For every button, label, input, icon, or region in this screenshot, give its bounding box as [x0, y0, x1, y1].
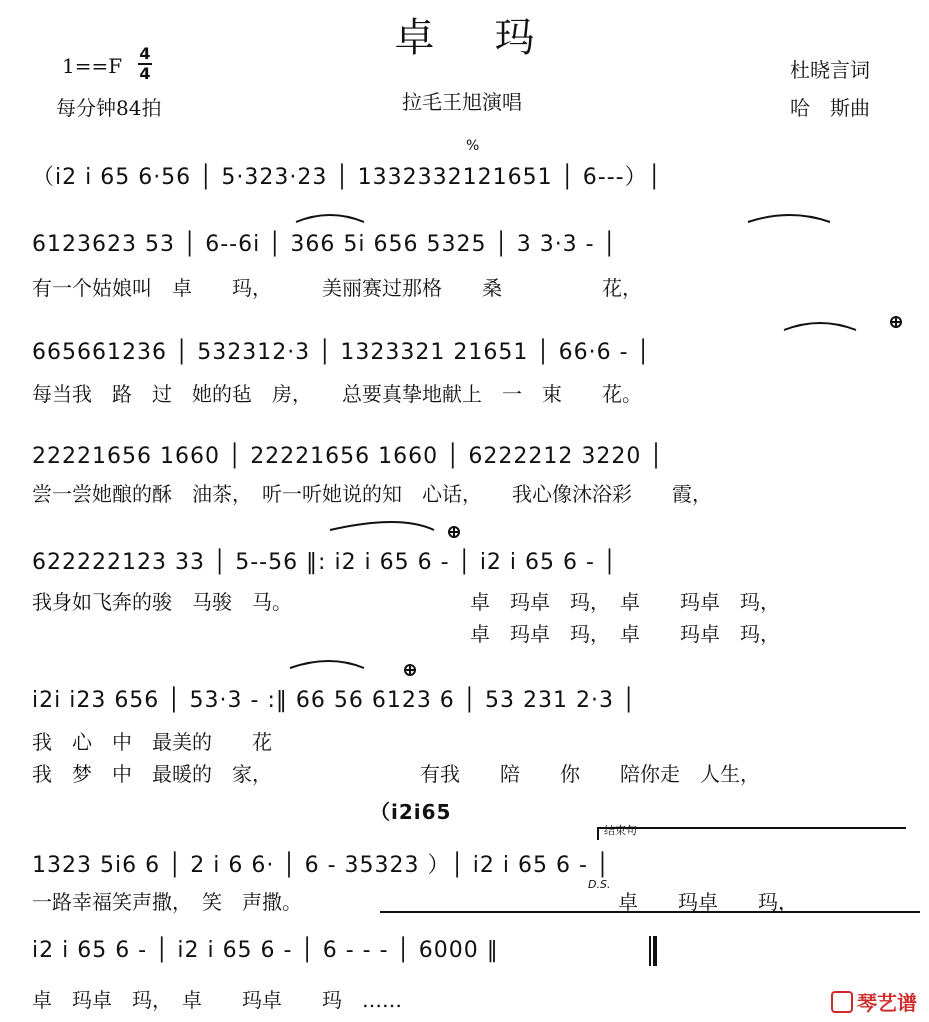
svg-text:%: %: [466, 138, 480, 154]
tempo-marking: 每分钟84拍: [56, 96, 162, 120]
notation-line: 1323 5i6 6 │ 2 i 6 6· │ 6 - 35323 ）│ i2 i 65 6 - │: [32, 853, 611, 878]
watermark-text: 琴艺谱: [857, 991, 917, 1015]
dal-segno-label: D.S.: [588, 878, 611, 891]
performer-credit: 拉毛王旭演唱: [402, 90, 522, 114]
logo-icon: [831, 991, 853, 1013]
lyric-line-verse-1: 我身如飞奔的骏 马骏 马。: [32, 590, 292, 614]
composer-credit: 哈 斯曲: [790, 96, 870, 120]
lyric-line-chorus-2: 卓 玛卓 玛， 卓 玛卓 玛，: [470, 622, 780, 646]
lyric-line-verse-2-cont: 有我 陪 你 陪你走 人生，: [420, 762, 760, 786]
lyric-line-chorus-1: 卓 玛卓 玛， 卓 玛卓 玛，: [470, 590, 780, 614]
lyricist-credit: 杜晓言词: [790, 58, 870, 82]
notation-line: （i2 i 65 6·56 │ 5·323·23 │ 1332332121651 │ 6---）│: [32, 165, 662, 190]
time-signature-top: 4: [139, 44, 151, 63]
time-signature-bottom: 4: [139, 64, 151, 83]
notation-line: 6123623 53 │ 6--6i │ 366 5i 656 5325 │ 3 3·3 - │: [32, 232, 617, 257]
lyric-line: 尝一尝她酿的酥 油茶， 听一听她说的知 心话， 我心像沐浴彩 霞，: [32, 482, 712, 506]
bracket-variant: （i2i65: [370, 800, 452, 824]
notation-line: 665661236 │ 532312·3 │ 1323321 21651 │ 66·6 - │: [32, 340, 651, 365]
ending-label: 结束句: [604, 824, 637, 837]
time-signature: [138, 46, 152, 82]
lyric-line: 每当我 路 过 她的毡 房， 总要真挚地献上 一 束 花。: [32, 382, 642, 406]
notation-line: i2 i 65 6 - │ i2 i 65 6 - │ 6 - - - │ 6000 ‖: [32, 938, 499, 963]
notation-line: i2i i23 656 │ 53·3 - :‖ 66 56 6123 6 │ 53 231 2·3 │: [32, 688, 637, 713]
lyric-line-ending: 卓 玛卓 玛，: [618, 890, 798, 914]
watermark-logo: [831, 987, 917, 1016]
page-title: 卓玛: [394, 15, 595, 61]
key-signature: 1==F: [62, 54, 123, 78]
notation-line: 22221656 1660 │ 22221656 1660 │ 6222212 3220 │: [32, 444, 664, 469]
lyric-line: 卓 玛卓 玛， 卓 玛卓 玛 ……: [32, 988, 402, 1012]
lyric-line: 有一个姑娘叫 卓 玛， 美丽赛过那格 桑 花，: [32, 276, 642, 300]
lyric-line-verse-1: 我 心 中 最美的 花: [32, 730, 272, 754]
lyric-line: 一路幸福笑声撒， 笑 声撒。: [32, 890, 302, 914]
notation-line: 622222123 33 │ 5--56 ‖: i2 i 65 6 - │ i2 i 65 6 - │: [32, 550, 618, 575]
lyric-line-verse-2: 我 梦 中 最暖的 家，: [32, 762, 272, 786]
